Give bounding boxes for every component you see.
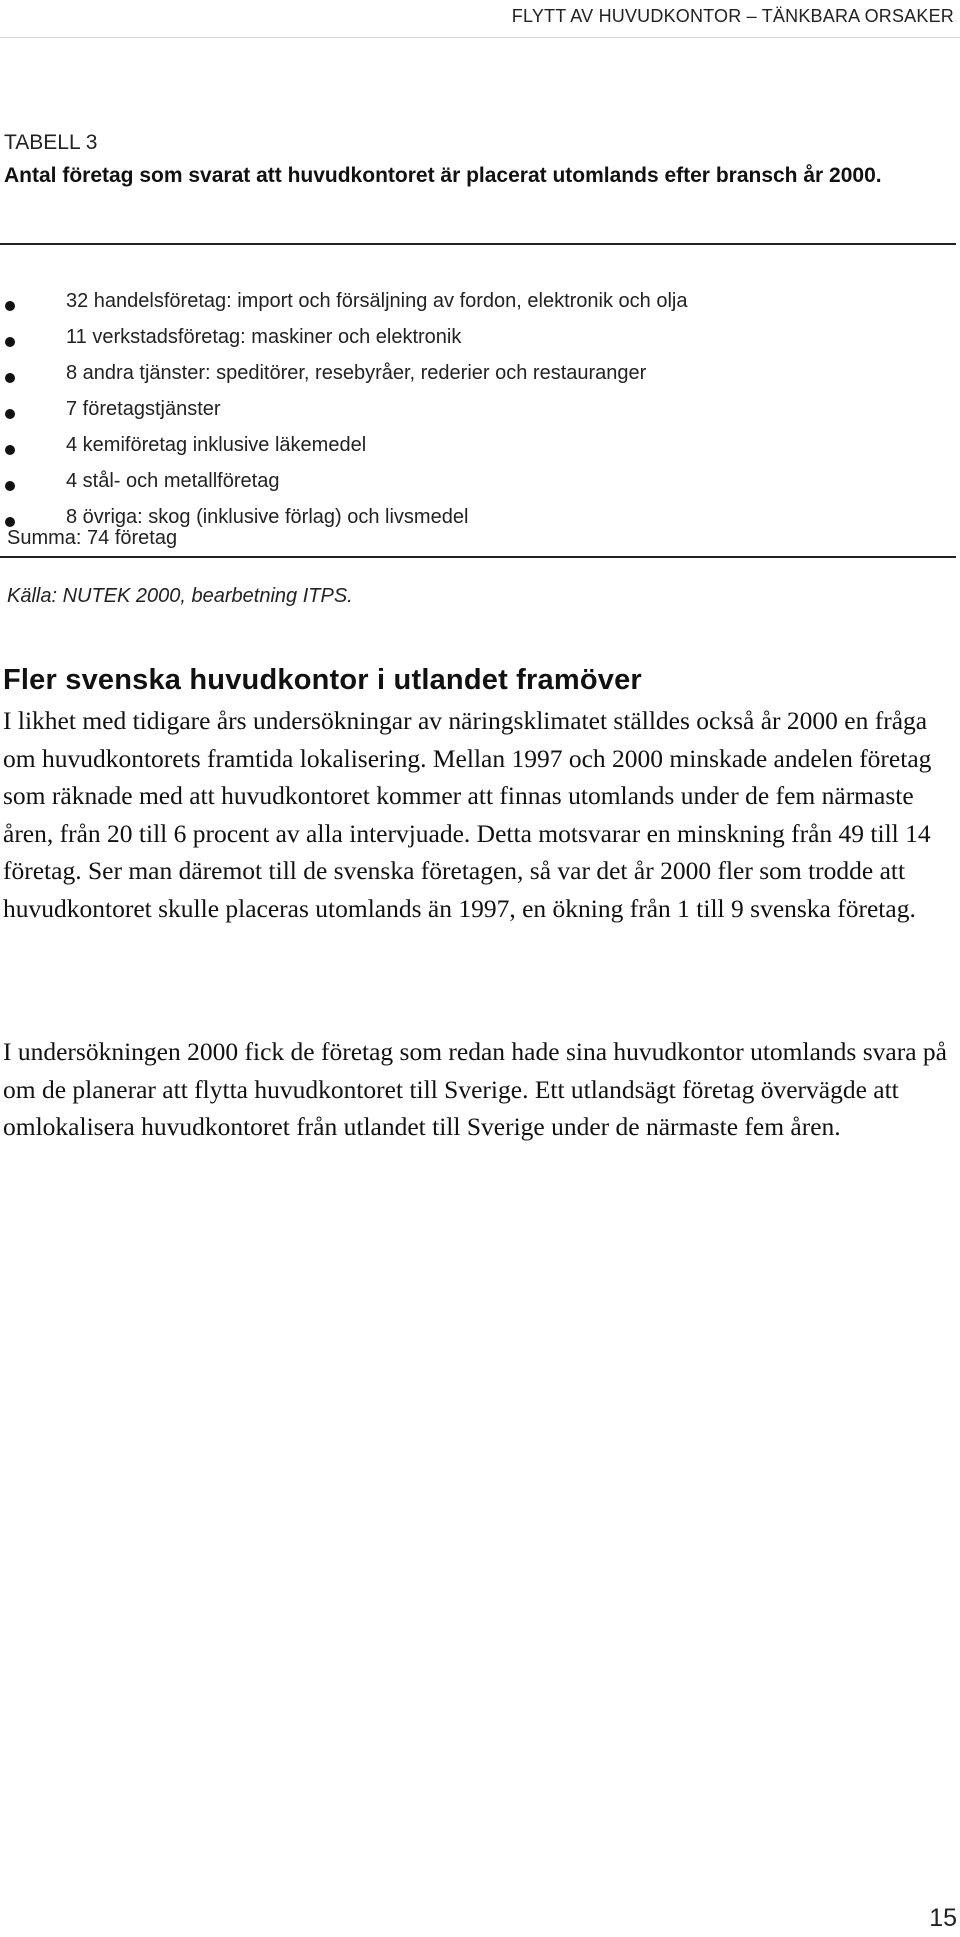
list-item-text: 4 kemiföretag inklusive läkemedel — [66, 434, 367, 456]
body-paragraph: I likhet med tidigare års undersökningar av näringsklimatet ställdes också år 2000 en fråga om huvudkontorets framtida lokalisering. Mellan 1997 och 2000 minskade andelen företag som räknade med att huvudkontoret kommer att finnas utomlands under de fem närmaste åren, från 20 till 6 procent av alla intervjuade. Detta motsvarar en minskning från 49 till 14 företag. Ser man däremot till de svenska företagen, så var det år 2000 fler som trodde att huvudkontoret skulle placeras utomlands än 1997, en ökning från 1 till 9 svenska företag. — [3, 706, 932, 923]
list-item-text: 32 handelsföretag: import och försäljning av fordon, elektronik och olja — [66, 290, 688, 312]
bullet-icon — [5, 445, 15, 455]
running-head-text: FLYTT AV HUVUDKONTOR – TÄNKBARA ORSAKER — [511, 6, 954, 26]
industry-list — [0, 290, 950, 548]
table-total: Summa: 74 företag — [7, 527, 178, 549]
list-item-text: 8 övriga: skog (inklusive förlag) och livsmedel — [66, 506, 469, 528]
body-paragraph: I undersökningen 2000 fick de företag som redan hade sina huvudkontor utomlands svara på om de planerar att flytta huvudkontoret till Sverige. Ett utlandsägt företag övervägde att omlokalisera huvudkontoret från utlandet till Sverige under de närmaste fem åren. — [3, 1037, 947, 1141]
list-item-text: 11 verkstadsföretag: maskiner och elektronik — [66, 326, 462, 348]
page-number: 15 — [929, 1904, 957, 1932]
running-head — [0, 0, 960, 38]
bullet-icon — [5, 337, 15, 347]
table-bottom-rule — [0, 556, 956, 558]
bullet-icon — [5, 301, 15, 311]
bullet-icon — [5, 481, 15, 491]
section-heading: Fler svenska huvudkontor i utlandet framöver — [3, 664, 642, 696]
list-item-text: 7 företagstjänster — [66, 398, 221, 420]
bullet-icon — [5, 409, 15, 419]
list-item-text: 8 andra tjänster: speditörer, resebyråer, rederier och restauranger — [66, 362, 647, 384]
list-item-text: 4 stål- och metallföretag — [66, 470, 280, 492]
table-title: Antal företag som svarat att huvudkontoret är placerat utomlands efter bransch år 2000. — [4, 164, 882, 187]
table-top-rule — [0, 243, 956, 245]
table-source: Källa: NUTEK 2000, bearbetning ITPS. — [7, 585, 353, 607]
bullet-icon — [5, 373, 15, 383]
table-label: TABELL 3 — [4, 131, 98, 154]
bullet-icon — [5, 517, 15, 527]
